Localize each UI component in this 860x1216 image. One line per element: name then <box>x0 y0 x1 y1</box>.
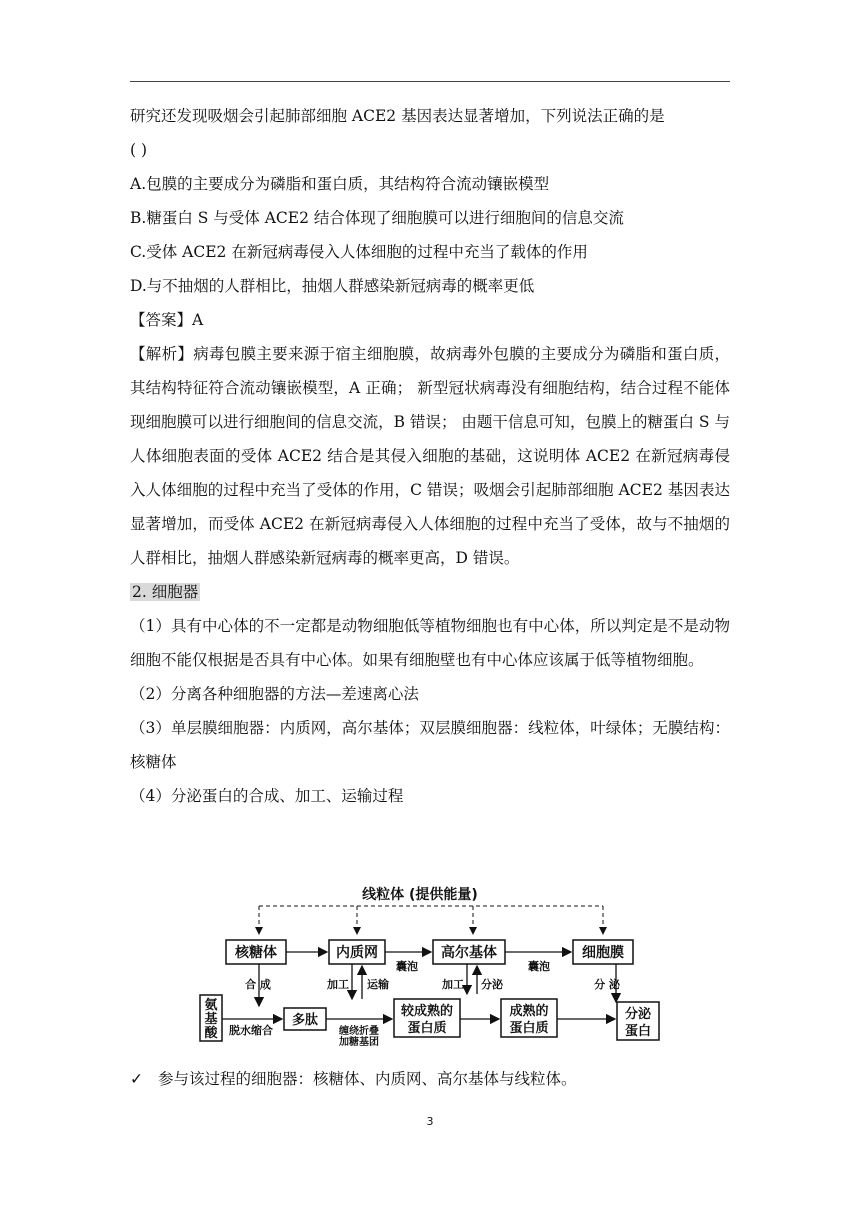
v-label-transport: 运输 <box>367 978 389 991</box>
point-4: （4）分泌蛋白的合成、加工、运输过程 <box>130 787 404 805</box>
golgi-label: 高尔基体 <box>441 945 497 961</box>
question-stem: 研究还发现吸烟会引起肺部细胞 ACE2 基因表达显著增加，下列说法正确的是 <box>130 107 665 125</box>
amino-char-3: 酸 <box>204 1026 218 1041</box>
section-heading: 2. 细胞器 <box>132 583 199 601</box>
polypeptide-label: 多肽 <box>291 1013 319 1028</box>
immature-line-1: 较成熟的 <box>400 1004 454 1019</box>
vesicle-label-1: 囊泡 <box>396 960 418 973</box>
v-label-secrete-1: 分泌 <box>481 978 503 991</box>
document-body <box>130 99 730 813</box>
v-label-secrete-2: 分 泌 <box>594 978 620 991</box>
option-b: B.糖蛋白 S 与受体 ACE2 结合体现了细胞膜可以进行细胞间的信息交流 <box>130 209 624 227</box>
mitochondria-label: 线粒体 (提供能量) <box>362 887 478 903</box>
folding-line-2: 加糖基团 <box>339 1037 379 1046</box>
v-label-process-1: 加工 <box>327 978 349 991</box>
secretory-protein-diagram <box>195 884 665 1046</box>
v-label-synthesis: 合 成 <box>245 978 271 991</box>
answer-line: 【答案】A <box>130 311 204 329</box>
amino-char-2: 基 <box>204 1012 218 1027</box>
immature-line-2: 蛋白质 <box>407 1021 447 1036</box>
header-rule <box>130 81 730 82</box>
amino-char-1: 氨 <box>204 998 218 1013</box>
energy-dashed-lines <box>259 906 603 934</box>
point-3: （3）单层膜细胞器：内质网，高尔基体；双层膜细胞器：线粒体，叶绿体；无膜结构：核糖体 <box>130 719 730 771</box>
option-a: A.包膜的主要成分为磷脂和蛋白质，其结构符合流动镶嵌模型 <box>130 175 550 193</box>
v-label-process-2: 加工 <box>442 978 464 991</box>
vesicle-label-2: 囊泡 <box>528 960 550 973</box>
point-1: （1）具有中心体的不一定都是动物细胞低等植物细胞也有中心体，所以判定是不是动物细胞不能仅根据是否具有中心体。如果有细胞壁也有中心体应该属于低等植物细胞。 <box>130 617 730 669</box>
mature-line-1: 成熟的 <box>509 1004 549 1019</box>
cell-membrane-label: 细胞膜 <box>582 945 624 961</box>
analysis-paragraph: 【解析】病毒包膜主要来源于宿主细胞膜，故病毒外包膜的主要成分为磷脂和蛋白质，其结构特征符合流动镶嵌模型，A 正确； 新型冠状病毒没有细胞结构，结合过程不能体现细胞膜可以进行细胞间的信息交流，B 错误； 由题干信息可知，包膜上的糖蛋白 S 与人体细胞表面的受体 ACE2 结合是其侵入细胞的基础，这说明体 ACE2 在新冠病毒侵入人体细胞的过程中充当了受体的作用，C 错误；吸烟会引起肺部细胞 ACE2 基因表达显著增加，而受体 ACE2 在新冠病毒侵入人体细胞的过程中充当了受体，故与不抽烟的人群相比，抽烟人群感染新冠病毒的概率更高，D 错误。 <box>130 345 730 567</box>
option-d: D.与不抽烟的人群相比，抽烟人群感染新冠病毒的概率更低 <box>130 277 535 295</box>
secreted-line-1: 分泌 <box>624 1007 652 1022</box>
option-c: C.受体 ACE2 在新冠病毒侵入人体细胞的过程中充当了载体的作用 <box>130 243 588 261</box>
dehydration-label: 脱水缩合 <box>229 1024 273 1037</box>
ribosome-label: 核糖体 <box>235 945 277 961</box>
check-item <box>130 1067 577 1091</box>
page-number: 3 <box>426 1115 434 1128</box>
answer-blank: ( ) <box>130 141 148 159</box>
er-label: 内质网 <box>336 945 378 961</box>
check-icon: ✓ <box>130 1070 143 1088</box>
section-heading-wrap <box>130 575 730 609</box>
secreted-line-2: 蛋白 <box>624 1024 652 1039</box>
folding-line-1: 缠绕折叠 <box>339 1026 379 1037</box>
check-item-text: 参与该过程的细胞器：核糖体、内质网、高尔基体与线粒体。 <box>158 1070 577 1088</box>
mature-line-2: 蛋白质 <box>509 1021 549 1036</box>
point-2: （2）分离各种细胞器的方法—差速离心法 <box>130 685 419 703</box>
